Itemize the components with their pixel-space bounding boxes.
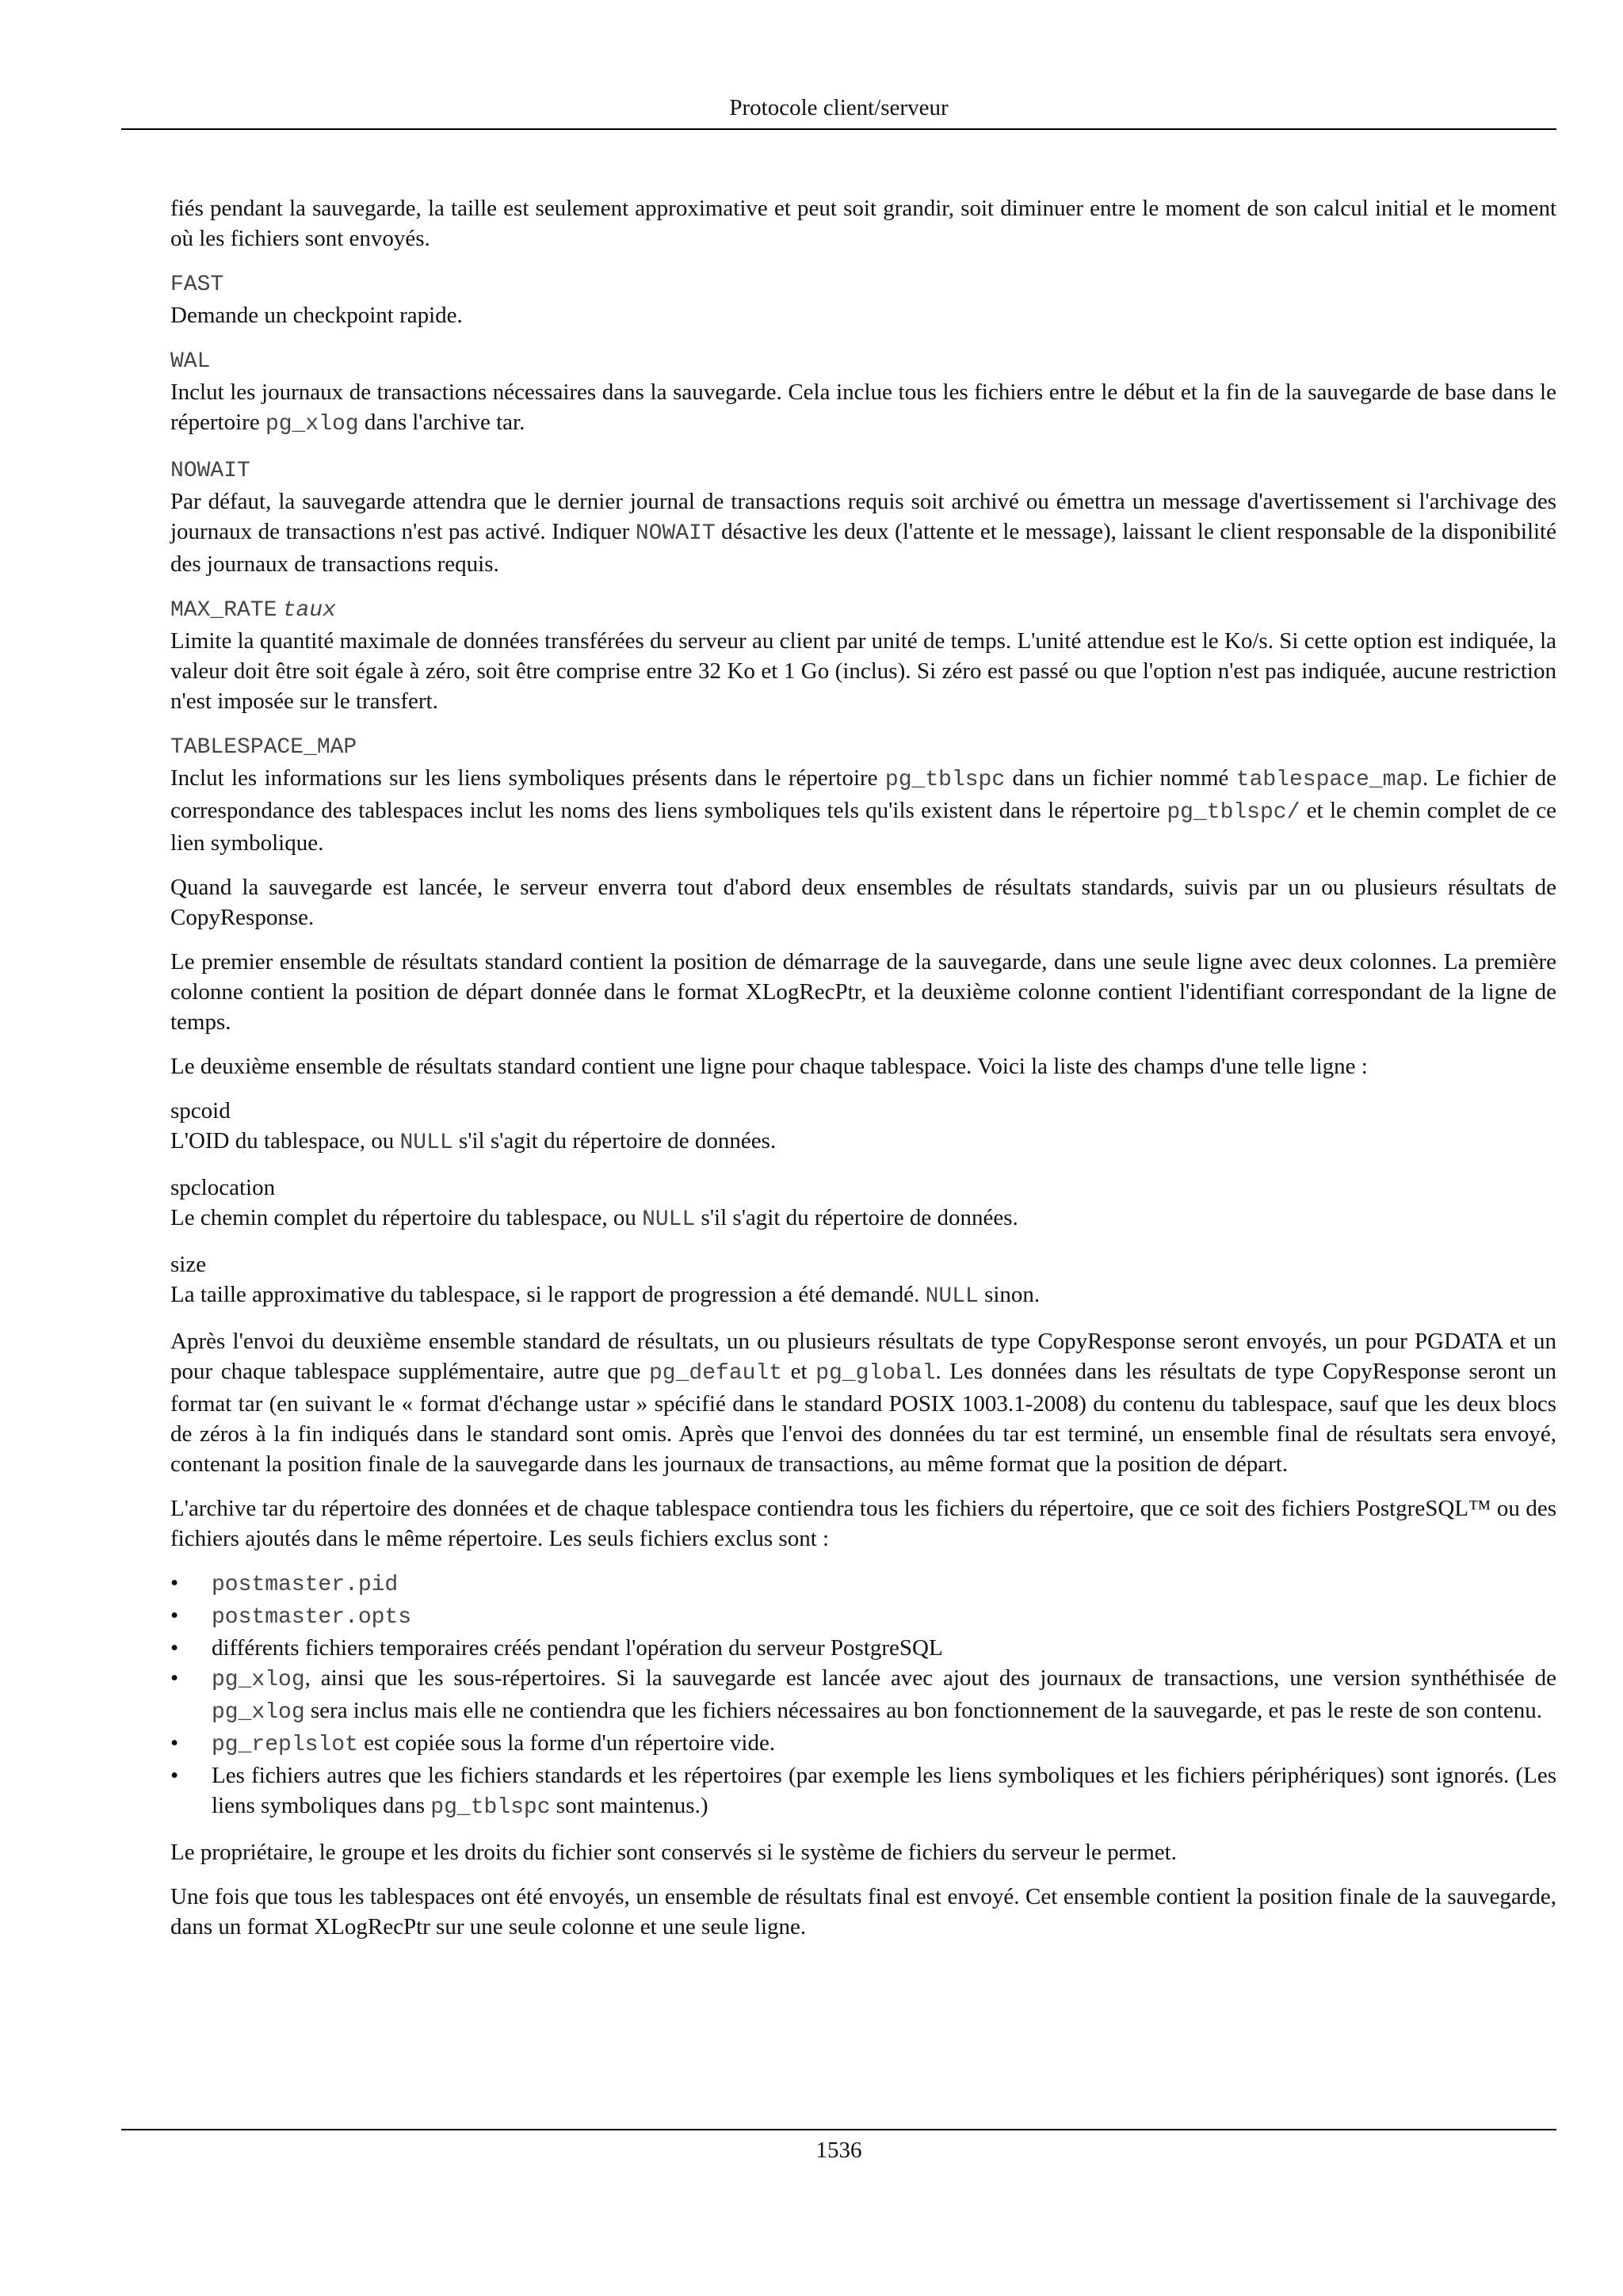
option-term-max-rate: MAX_RATE taux: [170, 598, 336, 623]
list-item: • pg_xlog, ainsi que les sous-répertoires. Si la sauvegarde est lancée avec ajout des journaux de transactions, une version synthéthisée de pg_xlog sera inclus mais elle ne contiendra que les fichiers nécessaires au bon fonctionnement de la sauvegarde, et pas le reste de son contenu.: [170, 1663, 1556, 1728]
page-body: [170, 193, 1556, 1956]
option-desc-fast: Demande un checkpoint rapide.: [170, 303, 463, 328]
option-param-taux: taux: [282, 598, 336, 623]
option-term-wal: WAL: [170, 349, 211, 374]
field-desc-size: La taille approximative du tablespace, si le rapport de progression a été demandé. NULL sinon.: [170, 1282, 1041, 1309]
paragraph-first-resultset: Le premier ensemble de résultats standard contient la position de démarrage de la sauvegarde, dans une seule ligne avec deux colonnes. La première colonne contient la position de départ donnée dans le format XLogRecPtr, et la deuxième colonne contient l'identifiant correspondant de la ligne de temps.: [170, 949, 1556, 1035]
option-desc-tablespace-map: Inclut les informations sur les liens symboliques présents dans le répertoire pg_tblspc dans un fichier nommé tablespace_map. Le fichier de correspondance des tablespaces inclut les noms des liens symboliques tels qu'ils existent dans le répertoire pg_tblspc/ et le chemin complet de ce lien symbolique.: [170, 765, 1557, 856]
field-term-spclocation: spclocation: [170, 1175, 276, 1200]
list-item: • différents fichiers temporaires créés pendant l'opération du serveur PostgreSQL: [170, 1633, 1556, 1663]
option-term-tablespace-map: TABLESPACE_MAP: [170, 735, 357, 760]
paragraph-archive-contents: L'archive tar du répertoire des données et de chaque tablespace contiendra tous les fichiers du répertoire, que ce soit des fichiers PostgreSQL™ ou des fichiers ajoutés dans le même répertoire. Les seuls fichiers exclus sont :: [170, 1496, 1556, 1551]
list-item: • pg_replslot est copiée sous la forme d'un répertoire vide.: [170, 1728, 1556, 1760]
option-desc-max-rate: Limite la quantité maximale de données transférées du serveur au client par unité de temps. L'unité attendue est le Ko/s. Si cette option est indiquée, la valeur doit être soit égale à zéro, soit être comprise entre 32 Ko et 1 Go (inclus). Si zéro est passé ou que l'option n'est pas indiquée, aucune restriction n'est imposée sur le transfert.: [170, 628, 1556, 714]
field-term-spcoid: spcoid: [170, 1098, 231, 1123]
list-item: • postmaster.pid: [170, 1568, 1556, 1600]
page-number: 1536: [815, 2138, 862, 2163]
paragraph-second-resultset: Le deuxième ensemble de résultats standard contient une ligne pour chaque tablespace. Voici la liste des champs d'une telle ligne :: [170, 1054, 1368, 1079]
paragraph-start-results: Quand la sauvegarde est lancée, le serveur enverra tout d'abord deux ensembles de résultats standards, suivis par un ou plusieurs résultats de CopyResponse.: [170, 875, 1556, 930]
field-desc-spclocation: Le chemin complet du répertoire du tablespace, ou NULL s'il s'agit du répertoire de données.: [170, 1205, 1018, 1232]
option-desc-wal: Inclut les journaux de transactions nécessaires dans la sauvegarde. Cela inclue tous les fichiers entre le début et la fin de la sauvegarde de base dans le répertoire pg_xlog dans l'archive tar.: [170, 379, 1556, 437]
paragraph-permissions: Le propriétaire, le groupe et les droits du fichier sont conservés si le système de fichiers du serveur le permet.: [170, 1840, 1177, 1865]
header-rule: [121, 128, 1556, 130]
option-desc-nowait: Par défaut, la sauvegarde attendra que le dernier journal de transactions requis soit archivé ou émettra un message d'avertissement si l'archivage des journaux de transactions n'est pas activé. Indiquer NOWAIT désactive les deux (l'attente et le message), laissant le client responsable de la disponibilité des journaux de transactions requis.: [170, 489, 1556, 577]
option-term-nowait: NOWAIT: [170, 459, 250, 483]
field-term-size: size: [170, 1252, 207, 1277]
paragraph-final-resultset: Une fois que tous les tablespaces ont été envoyés, un ensemble de résultats final est envoyé. Cet ensemble contient la position finale de la sauvegarde, dans un format XLogRecPtr sur une seule colonne et une seule ligne.: [170, 1884, 1556, 1939]
intro-paragraph: fiés pendant la sauvegarde, la taille est seulement approximative et peut soit grandir, soit diminuer entre le moment de son calcul initial et le moment où les fichiers sont envoyés.: [170, 196, 1556, 251]
running-header: Protocole client/serveur: [729, 95, 949, 120]
list-item: • postmaster.opts: [170, 1600, 1556, 1633]
list-item: • Les fichiers autres que les fichiers standards et les répertoires (par exemple les liens symboliques et les fichiers périphériques) sont ignorés. (Les liens symboliques dans pg_tblspc sont maintenus.): [170, 1760, 1556, 1823]
option-term-fast: FAST: [170, 273, 224, 297]
paragraph-copyresponse: Après l'envoi du deuxième ensemble standard de résultats, un ou plusieurs résultats de type CopyResponse seront envoyés, un pour PGDATA et un pour chaque tablespace supplémentaire, autre que pg_default et pg_global. Les données dans les résultats de type CopyResponse seront un format tar (en suivant le « format d'échange ustar » spécifié dans le standard POSIX 1003.1-2008) du contenu du tablespace, sauf que les deux blocs de zéros à la fin indiqués dans le standard sont omis. Après que l'envoi des données du tar est terminé, un ensemble final de résultats sera envoyé, contenant la position finale de la sauvegarde dans les journaux de transactions, au même format que la position de départ.: [170, 1329, 1556, 1477]
field-desc-spcoid: L'OID du tablespace, ou NULL s'il s'agit du répertoire de données.: [170, 1128, 777, 1155]
excluded-files-list: [170, 1568, 1556, 1823]
footer-rule: [121, 2129, 1556, 2130]
